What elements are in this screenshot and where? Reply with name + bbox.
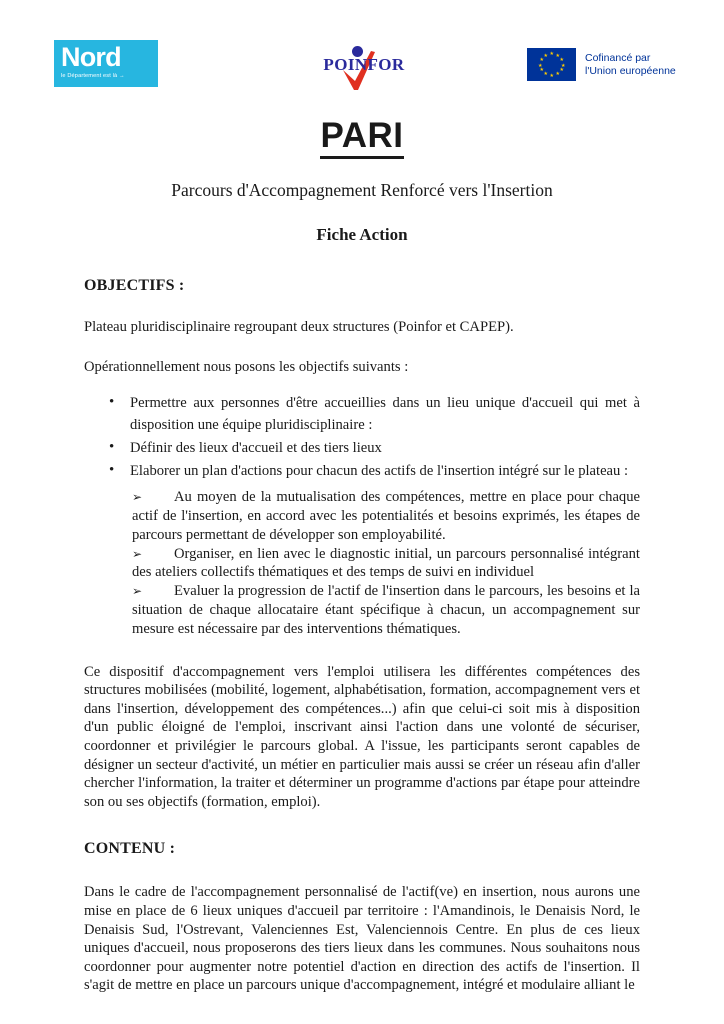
document-page (84, 0, 640, 995)
document-title (84, 116, 640, 156)
eu-caption-line-1: Cofinancé par (585, 51, 651, 64)
list-item (84, 545, 640, 583)
arrow-bullet-icon: ➢ (132, 490, 143, 505)
list-item: • Définir des lieux d'accueil et des tiers lieux (84, 437, 640, 459)
nord-logo-tagline: le Département est là → (61, 73, 125, 79)
sub-item-text: Evaluer la progression de l'actif de l'insertion dans le parcours, les besoins et la situation de chaque allocataire étant spécifique à chacun, un accompagnement sur mesure est nécessaire par des interventions thématiques. (132, 583, 640, 637)
objectifs-bullet-list (84, 392, 640, 482)
document-kicker: Fiche Action (316, 225, 408, 244)
eu-flag-icon: ★ ★ ★ ★ ★ ★ ★ ★ ★ ★ ★ ★ (527, 48, 576, 81)
contenu-body-paragraph: Dans le cadre de l'accompagnement personnalisé de l'actif(ve) en insertion, nous aurons une mise en place de 6 lieux uniques d'accueil par territoire : l'Amandinois, le Denaisis Nord, le Denaisis Sud, l'Ostrevant, Valenciennes Est, Valenciennois Centre. En plus de ces lieux uniques d'accueil, nous proposerons des tiers lieux dans les communes. Nous souhaitons nous coordonner pour augmenter notre potentiel d'action en direction des actifs de l'insertion. Il s'agit de mettre en place un parcours unique d'accompagnement, intégré et modulaire alliant le (84, 884, 640, 994)
section-heading-contenu: CONTENU : (84, 840, 176, 858)
arrow-bullet-icon: ➢ (132, 584, 143, 599)
list-item: • Elaborer un plan d'actions pour chacun des actifs de l'insertion intégré sur le plateau : (84, 460, 640, 482)
arrow-bullet-icon: ➢ (132, 546, 143, 561)
objectifs-body-paragraph: Ce dispositif d'accompagnement vers l'emploi utilisera les différentes compétences des structures mobilisées (mobilité, logement, alphabétisation, formation, accompagnement vers et dans l'insertion, développement des compétences...) afin que celui-ci soit mis à disposition d'un public éloigné de l'emploi, inscrivant ainsi l'action dans une volonté de sécuriser, coordonner et privilégier le parcours global. A l'issue, les participants seront capables de désigner un secteur d'activité, un métier en particulier mais aussi se créer un réseau afin d'aller chercher l'information, la traiter et déterminer un programme d'actions par étape pour atteindre son ou ses objectifs (formation, emploi). (84, 663, 640, 810)
document-title-text: PARI (320, 116, 403, 159)
nord-logo-wordmark: Nord (61, 42, 121, 72)
section-heading-objectifs: OBJECTIFS : (84, 277, 185, 294)
objectifs-arrow-sublist (84, 488, 640, 638)
list-item (84, 488, 640, 544)
objectifs-intro-paragraph-2: Opérationnellement nous posons les objectifs suivants : (84, 358, 409, 375)
eu-caption-line-2: l'Union européenne (585, 64, 676, 77)
sub-item-text: Au moyen de la mutualisation des compétences, mettre en place pour chaque actif de l'insertion, en accord avec les potentialités et besoins exprimés, les étapes de parcours permettant de développer son employabilité. (132, 489, 640, 543)
objectifs-intro-paragraph-1: Plateau pluridisciplinaire regroupant deux structures (Poinfor et CAPEP). (84, 319, 514, 335)
list-item: • Permettre aux personnes d'être accueillies dans un lieu unique d'accueil qui met à disposition une équipe pluridisciplinaire : (84, 392, 640, 436)
poinfor-logo-wordmark: POINFOR (323, 55, 405, 74)
sub-item-text: Organiser, en lien avec le diagnostic initial, un parcours personnalisé intégrant des ateliers collectifs thématiques et des temps de suivi en individuel (132, 545, 640, 581)
list-item (84, 582, 640, 638)
document-subtitle: Parcours d'Accompagnement Renforcé vers l'Insertion (171, 180, 553, 200)
